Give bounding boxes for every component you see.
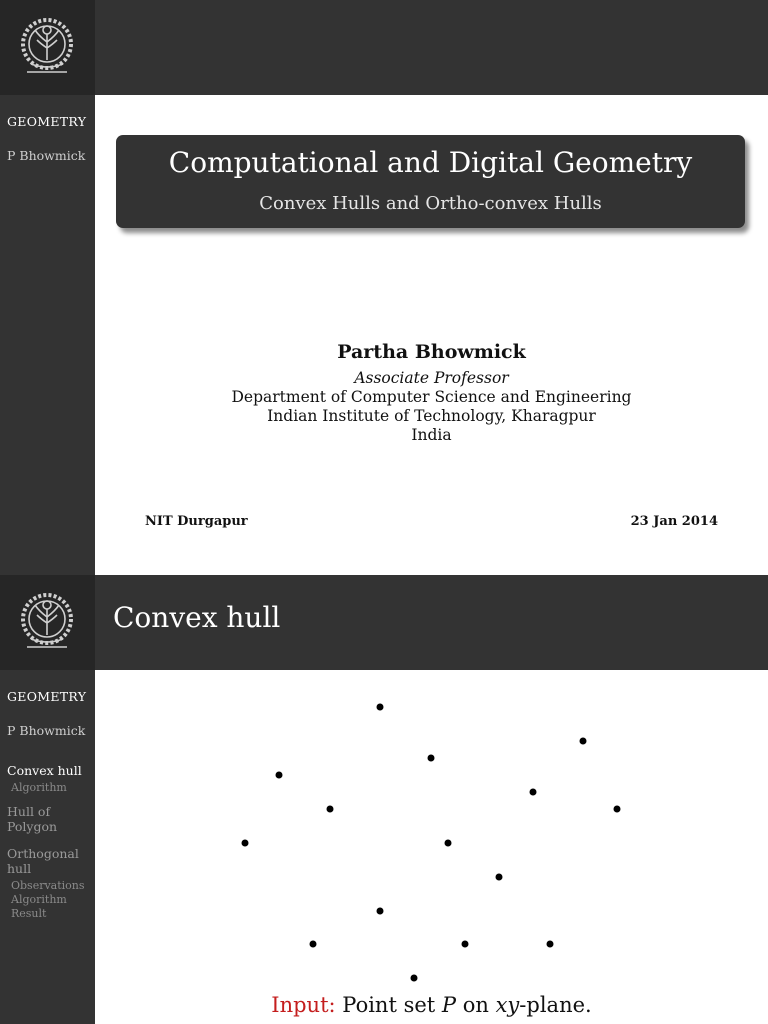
convex-hull-slide bbox=[0, 575, 768, 1024]
point bbox=[547, 941, 554, 948]
sidebar-title[interactable]: GEOMETRY bbox=[7, 689, 87, 704]
presentation-subtitle: Convex Hulls and Ortho-convex Hulls bbox=[259, 193, 602, 214]
toc-subsection-algorithm[interactable]: Algorithm bbox=[11, 781, 67, 794]
slide-content bbox=[95, 670, 768, 1024]
slide-content bbox=[95, 95, 768, 575]
author-institute: Indian Institute of Technology, Kharagpur bbox=[267, 407, 596, 425]
input-text: Point set bbox=[342, 993, 442, 1017]
point bbox=[580, 738, 587, 745]
toc-section-hull-of-polygon[interactable]: Hull of Polygon bbox=[7, 804, 58, 834]
point bbox=[327, 806, 334, 813]
toc-section-orthogonal-hull[interactable]: Orthogonal hull bbox=[7, 846, 79, 876]
toc-section-convex-hull[interactable]: Convex hull bbox=[7, 763, 82, 778]
author-department: Department of Computer Science and Engineering bbox=[231, 388, 632, 406]
logo-box bbox=[0, 0, 95, 95]
input-label: Input: bbox=[271, 993, 336, 1017]
sidebar bbox=[0, 95, 95, 575]
logo-box bbox=[0, 575, 95, 670]
author-role: Associate Professor bbox=[354, 369, 509, 387]
point bbox=[614, 806, 621, 813]
point bbox=[377, 908, 384, 915]
toc-subsection-result[interactable]: Result bbox=[11, 907, 47, 920]
title-box bbox=[116, 135, 745, 228]
date-label: 23 Jan 2014 bbox=[630, 514, 718, 529]
toc-subsection-observations[interactable]: Observations bbox=[11, 879, 85, 892]
frame-title: Convex hull bbox=[113, 601, 281, 634]
input-text-plane: -plane. bbox=[519, 993, 592, 1017]
author-name: Partha Bhowmick bbox=[337, 341, 526, 363]
point bbox=[462, 941, 469, 948]
input-statement bbox=[95, 993, 768, 1017]
author-country: India bbox=[411, 426, 452, 444]
sidebar-title[interactable]: GEOMETRY bbox=[7, 114, 87, 129]
author-block bbox=[95, 341, 768, 444]
point bbox=[428, 755, 435, 762]
venue-label: NIT Durgapur bbox=[145, 514, 248, 529]
point bbox=[445, 840, 452, 847]
presentation-title: Computational and Digital Geometry bbox=[168, 146, 693, 179]
point bbox=[496, 874, 503, 881]
point bbox=[411, 975, 418, 982]
sidebar-author[interactable]: P Bhowmick bbox=[7, 148, 86, 163]
toc-subsection-algorithm-2[interactable]: Algorithm bbox=[11, 893, 67, 906]
point-set-plot bbox=[95, 670, 768, 1024]
point bbox=[276, 772, 283, 779]
point bbox=[377, 704, 384, 711]
point bbox=[242, 840, 249, 847]
sidebar bbox=[0, 670, 95, 1024]
sidebar-author[interactable]: P Bhowmick bbox=[7, 723, 86, 738]
variable-p: P bbox=[441, 993, 457, 1017]
point bbox=[530, 789, 537, 796]
point bbox=[310, 941, 317, 948]
input-text-on: on bbox=[456, 993, 496, 1017]
iit-kharagpur-emblem-icon bbox=[17, 14, 77, 80]
iit-kharagpur-emblem-icon bbox=[17, 589, 77, 655]
header-bar bbox=[0, 0, 768, 95]
header-bar bbox=[0, 575, 768, 670]
variable-xy: xy bbox=[495, 993, 520, 1017]
